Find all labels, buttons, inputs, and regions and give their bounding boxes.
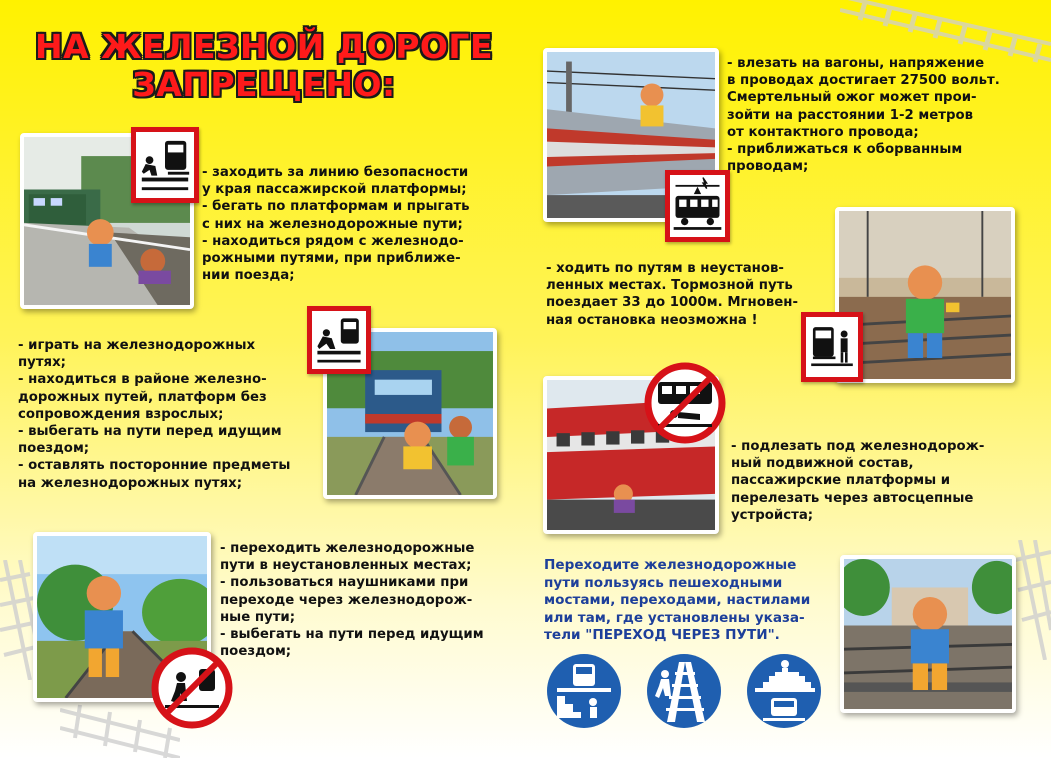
photo-boy-on-crossing	[840, 555, 1016, 713]
running-on-tracks-icon	[317, 318, 360, 362]
text-line: с них на железнодорожные пути;	[202, 216, 463, 232]
text-line: в проводах достигает 27500 вольт.	[727, 73, 1000, 89]
text-line: зойти на расстоянии 1-2 метров	[727, 107, 974, 123]
sign-overhead-wire	[665, 170, 730, 242]
text-line: - выбегать на пути перед идущим	[220, 627, 484, 643]
text-line: сопровождения взрослых;	[18, 406, 224, 422]
text-line: Смертельный ожог может прои-	[727, 90, 977, 106]
text-line: - играть на железнодорожных	[18, 338, 256, 353]
text-line: на железнодорожных путях;	[18, 475, 243, 491]
text-line: у края пассажирской платформы;	[202, 182, 467, 198]
text-line: нии поезда;	[202, 268, 295, 284]
sign-pedestrian-bridge	[745, 652, 823, 730]
text-line: перелезать через автосцепные	[731, 490, 974, 506]
sign-pedestrian-crossing	[645, 652, 723, 730]
text-line: - пользоваться наушниками при	[220, 575, 469, 591]
text-line: ная остановка неозможна !	[546, 312, 758, 328]
text-line: рожными путями, при приближе-	[202, 251, 461, 267]
text-line: - находиться рядом с железнодо-	[202, 233, 464, 249]
text-line: путях;	[18, 355, 66, 371]
sign-platform-edge	[131, 127, 199, 203]
text-line: - переходить железнодорожные	[220, 541, 475, 556]
text-block-left-2	[18, 337, 290, 492]
text-line: дорожных путей, платформ без	[18, 389, 267, 405]
sign-no-running-on-tracks	[307, 306, 371, 374]
text-line: - выбегать на пути перед идущим	[18, 424, 282, 440]
text-line: переходе через железнодорож-	[220, 592, 473, 608]
text-line: ленных местах. Тормозной путь	[546, 278, 793, 294]
text-line: проводам;	[727, 159, 809, 175]
title-line-1: НА ЖЕЛЕЗНОЙ ДОРОГЕ	[34, 27, 493, 66]
text-block-left-3	[220, 540, 484, 660]
text-block-right-3	[731, 438, 984, 524]
text-line: Переходите железнодорожные	[544, 557, 797, 573]
text-line: устройста;	[731, 507, 814, 523]
text-line: - находиться в районе железно-	[18, 372, 267, 388]
sign-no-crawling-under-train	[644, 362, 726, 444]
text-line: пути пользуясь пешеходными	[544, 574, 783, 591]
text-line: от контактного провода;	[727, 124, 919, 140]
text-line: - оставлять посторонние предметы	[18, 458, 291, 474]
text-block-left-1	[202, 164, 470, 284]
overhead-wire-train-icon	[674, 178, 722, 230]
text-line: - ходить по путям в неустанов-	[546, 261, 784, 276]
text-line: тели "ПЕРЕХОД ЧЕРЕЗ ПУТИ".	[544, 627, 780, 644]
text-line: поездает 33 до 1000м. Мгновен-	[546, 295, 798, 311]
text-line: - влезать на вагоны, напряжение	[727, 56, 985, 71]
text-line: или там, где установлены указа-	[544, 609, 805, 626]
text-line: - заходить за линию безопасности	[202, 165, 469, 180]
advice-text	[544, 557, 810, 645]
sign-person-near-train	[801, 312, 863, 382]
text-line: поездом;	[220, 644, 292, 660]
text-line: - приближаться к оборванным	[727, 142, 963, 158]
text-line: - подлезать под железнодорож-	[731, 439, 985, 454]
text-line: - бегать по платформам и прыгать	[202, 199, 470, 215]
text-line: пути в неустановленных местах;	[220, 558, 472, 574]
platform-edge-jump-icon	[142, 141, 189, 190]
text-line: поездом;	[18, 441, 90, 457]
rail-decoration-right	[1010, 540, 1051, 660]
text-line: ные пути;	[220, 609, 296, 625]
person-near-train-icon	[811, 327, 853, 366]
text-line: мостами, переходами, настилами	[544, 592, 811, 609]
title-line-2: ЗАПРЕЩЕНО:	[132, 65, 396, 104]
text-line: пассажирские платформы и	[731, 473, 951, 489]
text-line: ный подвижной состав,	[731, 456, 914, 472]
text-block-right-2	[546, 260, 798, 329]
text-block-right-1	[727, 55, 1000, 175]
sign-underpass	[545, 652, 623, 730]
poster-title	[18, 28, 510, 104]
